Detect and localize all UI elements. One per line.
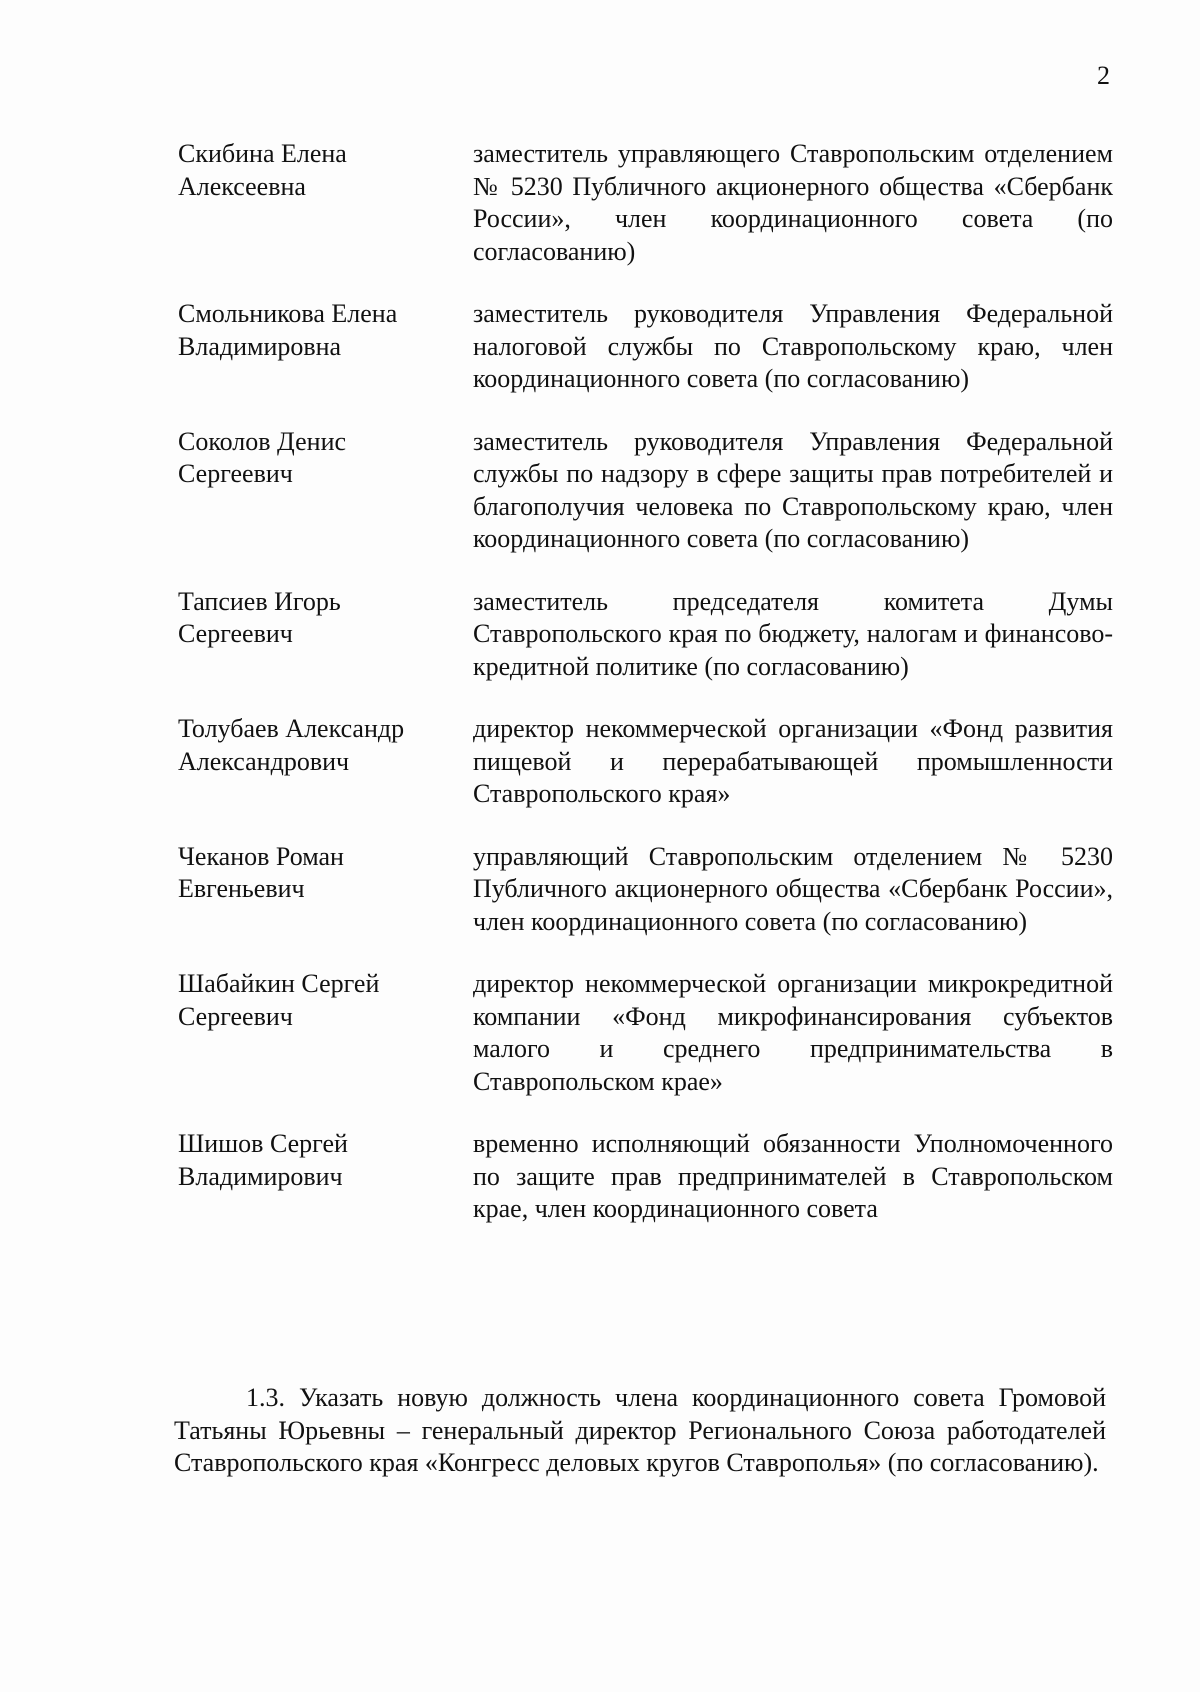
member-patronymic: Владимировна [178,331,342,361]
list-item [178,426,1113,556]
list-item [178,713,1113,811]
member-name [178,968,473,1033]
member-name [178,841,473,906]
member-surname-firstname: Чеканов Роман [178,841,344,871]
member-name [178,426,473,491]
member-patronymic: Сергеевич [178,459,293,488]
member-surname-firstname: Тапсиев Игорь [178,586,341,616]
member-surname-firstname: Соколов Денис [178,426,347,456]
member-name [178,1128,473,1193]
member-role: управляющий Ставропольским отделением № 5230 Публичного акционерного общества «Сбербанк России», член координационного совета (по согласованию) [473,841,1113,936]
member-role: заместитель управляющего Ставропольским отделением № 5230 Публичного акционерного общества «Сбербанк России», член координационного совета (по согласованию) [473,139,1113,266]
member-surname-firstname: Смольникова Елена [178,299,398,328]
list-item [178,298,1113,396]
member-patronymic: Владимирович [178,1161,343,1191]
member-list [178,138,1113,1256]
member-patronymic: Сергеевич [178,619,293,648]
page-number: 2 [1097,61,1110,90]
member-role: заместитель председателя комитета Думы Ставропольского края по бюджету, налогам и финансово-кредитной политике (по согласованию) [473,586,1113,681]
member-patronymic: Александрович [178,746,350,776]
member-name [178,713,473,778]
member-role: директор некоммерческой организации «Фонд развития пищевой и перерабатывающей промышленности Ставропольского края» [473,714,1113,808]
member-role: заместитель руководителя Управления Федеральной службы по надзору в сфере защиты прав потребителей и благополучия человека по Ставропольскому краю, член координационного совета (по согласованию) [473,426,1113,553]
list-item [178,968,1113,1098]
member-role: временно исполняющий обязанности Уполномоченного по защите прав предпринимателей в Ставропольском крае, член координационного совета [473,1129,1113,1223]
list-item [178,586,1113,684]
member-surname-firstname: Скибина Елена [178,139,347,168]
member-name [178,298,473,363]
member-surname-firstname: Шабайкин Сергей [178,969,380,998]
member-role: директор некоммерческой организации микрокредитной компании «Фонд микрофинансирования субъектов малого и среднего предпринимательства в Ставропольском крае» [473,969,1113,1096]
member-role: заместитель руководителя Управления Федеральной налоговой службы по Ставропольскому краю, член координационного совета (по согласованию) [473,299,1113,393]
member-surname-firstname: Шишов Сергей [178,1129,348,1158]
member-patronymic: Алексеевна [178,171,306,201]
list-item [178,841,1113,939]
list-item [178,1128,1113,1226]
member-patronymic: Сергеевич [178,1001,293,1031]
member-name [178,586,473,651]
clause-paragraph: 1.3. Указать новую должность члена координационного совета Громовой Татьяны Юрьевны – генеральный директор Регионального Союза работодателей Ставропольского края «Конгресс деловых кругов Ставрополья» (по согласованию). [174,1383,1106,1477]
member-name [178,138,473,203]
member-surname-firstname: Толубаев Александр [178,714,405,743]
member-patronymic: Евгеньевич [178,874,305,903]
list-item [178,138,1113,268]
